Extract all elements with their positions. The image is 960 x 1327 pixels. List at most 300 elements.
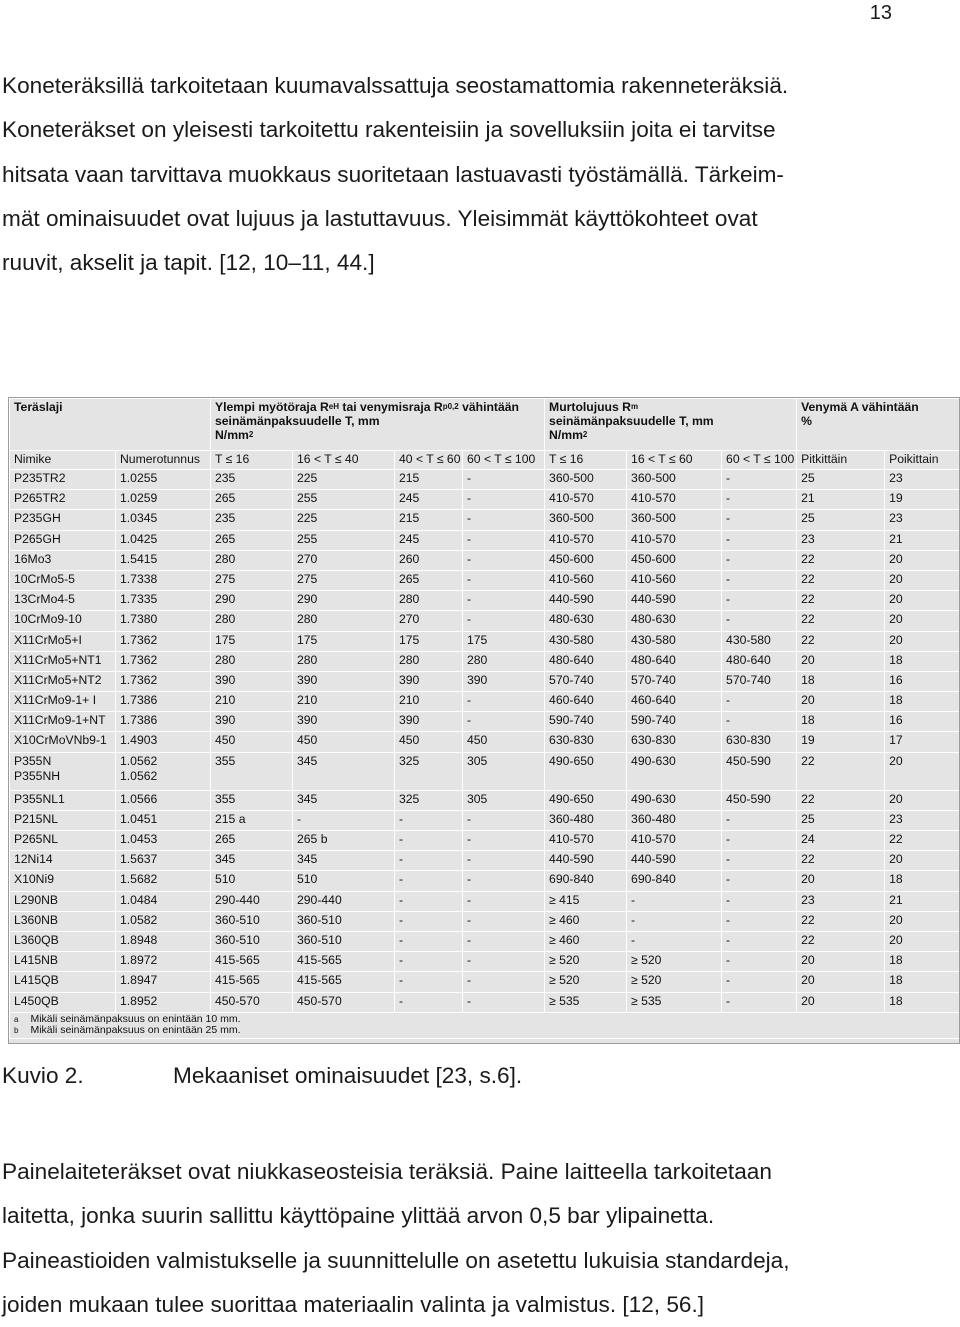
table-cell: - [463, 810, 545, 830]
table-cell: 21 [797, 490, 885, 510]
table-cell: 390 [293, 712, 395, 732]
table-cell: 450-600 [545, 550, 627, 570]
table-cell: 18 [885, 992, 960, 1012]
table-cell: 280 [293, 611, 395, 631]
table-cell: 630-830 [545, 732, 627, 752]
table-cell: 570-740 [722, 671, 797, 691]
table-cell: 175 [293, 631, 395, 651]
table-row [10, 651, 960, 671]
table-cell: 1.0562 1.0562 [116, 752, 211, 790]
table-cell: 410-560 [627, 570, 722, 590]
column-header: Poikittain [885, 451, 960, 470]
table-cell: 480-640 [627, 651, 722, 671]
table-cell: P235GH [10, 510, 116, 530]
table-cell: 265 b [293, 831, 395, 851]
table-cell: - [722, 952, 797, 972]
table-row [10, 810, 960, 830]
table-cell: 1.0451 [116, 810, 211, 830]
table-row [10, 992, 960, 1012]
table-cell: 345 [293, 752, 395, 790]
table-cell: 265 [211, 831, 293, 851]
table-cell: 20 [885, 570, 960, 590]
table-cell: 590-740 [627, 712, 722, 732]
footnotes [10, 1012, 960, 1038]
table-cell: 20 [885, 631, 960, 651]
table-cell: - [463, 470, 545, 490]
table-cell: 1.0259 [116, 490, 211, 510]
table-cell: 175 [463, 631, 545, 651]
table-cell: - [627, 931, 722, 951]
table-cell: 1.5682 [116, 871, 211, 891]
table-cell: 450-590 [722, 752, 797, 790]
table-cell: 225 [293, 470, 395, 490]
table-cell: - [722, 611, 797, 631]
table-cell: 1.8972 [116, 952, 211, 972]
table-cell: 22 [797, 631, 885, 651]
table-cell: 215 [395, 510, 463, 530]
table-cell: - [463, 871, 545, 891]
table-cell: 1.7362 [116, 671, 211, 691]
table-cell: 630-830 [722, 732, 797, 752]
table-cell: 23 [885, 470, 960, 490]
table-cell: 210 [211, 692, 293, 712]
table-cell: 345 [211, 851, 293, 871]
column-header: T ≤ 16 [545, 451, 627, 470]
table-cell: - [722, 810, 797, 830]
table-cell: 215 [395, 470, 463, 490]
table-cell: X11CrMo5+I [10, 631, 116, 651]
table-cell: 360-500 [627, 510, 722, 530]
table-cell: 265 [211, 530, 293, 550]
table-cell: 510 [293, 871, 395, 891]
table-cell: 225 [293, 510, 395, 530]
table-cell: L360NB [10, 911, 116, 931]
table-cell: - [722, 510, 797, 530]
table-cell: 1.8948 [116, 931, 211, 951]
table-cell: 215 a [211, 810, 293, 830]
table-cell: 450 [293, 732, 395, 752]
mechanical-properties-figure [8, 397, 960, 1044]
table-cell: 22 [797, 570, 885, 590]
table-row [10, 530, 960, 550]
table-cell: L290NB [10, 891, 116, 911]
table-cell: - [395, 972, 463, 992]
table-cell: L415NB [10, 952, 116, 972]
table-cell: 410-570 [627, 831, 722, 851]
table-cell: 360-500 [545, 470, 627, 490]
table-cell: 360-500 [545, 510, 627, 530]
table-cell: 25 [797, 510, 885, 530]
table-cell: 22 [885, 831, 960, 851]
table-cell: - [722, 570, 797, 590]
table-cell: 410-570 [545, 490, 627, 510]
table-cell: 23 [885, 810, 960, 830]
table-cell: 20 [797, 992, 885, 1012]
table-cell: 510 [211, 871, 293, 891]
table-cell: X10CrMoVNb9-1 [10, 732, 116, 752]
yield-strength-header: Ylempi myötöraja $R^{eH}$ tai venymisraja $R^{p0,2}$ vähintään seinämänpaksuudelle T, mm $N/mm^2$ [211, 399, 545, 451]
table-cell: 22 [797, 752, 885, 790]
table-cell: 355 [211, 790, 293, 810]
table-cell: 1.0582 [116, 911, 211, 931]
table-cell: 290 [293, 591, 395, 611]
table-cell: 275 [293, 570, 395, 590]
intro-line: Koneteräkset on yleisesti tarkoitettu rakenteisiin ja sovelluksiin joita ei tarvitse [2, 117, 776, 143]
table-cell: 18 [885, 871, 960, 891]
table-cell: 18 [885, 651, 960, 671]
table-cell: X11CrMo5+NT1 [10, 651, 116, 671]
table-cell: - [722, 851, 797, 871]
table-cell: 360-480 [545, 810, 627, 830]
table-cell: 410-570 [627, 490, 722, 510]
table-cell: 390 [211, 712, 293, 732]
table-cell: 1.7362 [116, 651, 211, 671]
table-cell: 390 [211, 671, 293, 691]
table-group-header-row [10, 399, 960, 451]
table-cell: - [463, 510, 545, 530]
table-cell: 20 [885, 550, 960, 570]
column-header: 60 < T ≤ 100 [463, 451, 545, 470]
table-cell: 16 [885, 712, 960, 732]
footnote-text: Mikäli seinämänpaksuus on enintään 10 mm. [30, 1012, 241, 1025]
table-cell: - [395, 831, 463, 851]
table-cell: 410-570 [545, 831, 627, 851]
mechanical-properties-table [9, 398, 960, 1039]
table-row [10, 831, 960, 851]
table-cell: 275 [211, 570, 293, 590]
table-cell: 10CrMo5-5 [10, 570, 116, 590]
table-cell: 18 [885, 972, 960, 992]
table-cell: 345 [293, 851, 395, 871]
table-cell: 1.0484 [116, 891, 211, 911]
table-cell: 21 [885, 530, 960, 550]
table-cell: 450-570 [293, 992, 395, 1012]
table-cell: 12Ni14 [10, 851, 116, 871]
table-row [10, 952, 960, 972]
table-cell: P265NL [10, 831, 116, 851]
outro-line: Painelaiteteräkset ovat niukkaseosteisia teräksiä. Paine laitteella tarkoitetaan [2, 1159, 772, 1184]
table-cell: - [722, 712, 797, 732]
table-cell: 20 [797, 972, 885, 992]
table-cell: 1.7380 [116, 611, 211, 631]
table-cell: 570-740 [627, 671, 722, 691]
table-cell: 17 [885, 732, 960, 752]
table-cell: 390 [463, 671, 545, 691]
table-cell: 360-510 [293, 911, 395, 931]
table-cell: 16Mo3 [10, 550, 116, 570]
table-cell: 280 [211, 651, 293, 671]
table-cell: 19 [885, 490, 960, 510]
table-cell: 265 [395, 570, 463, 590]
table-row [10, 972, 960, 992]
outro-paragraph [2, 1150, 894, 1327]
table-row [10, 732, 960, 752]
table-cell: - [395, 891, 463, 911]
table-cell: P215NL [10, 810, 116, 830]
table-cell: 18 [885, 692, 960, 712]
table-cell: 360-510 [293, 931, 395, 951]
table-cell: 390 [395, 671, 463, 691]
table-cell: 22 [797, 851, 885, 871]
table-cell: ≥ 460 [545, 931, 627, 951]
table-cell: 360-480 [627, 810, 722, 830]
table-cell: 290-440 [211, 891, 293, 911]
column-header: 16 < T ≤ 40 [293, 451, 395, 470]
table-cell: - [463, 911, 545, 931]
table-cell: 305 [463, 790, 545, 810]
table-cell: 1.7386 [116, 692, 211, 712]
table-cell: - [463, 831, 545, 851]
footnote [14, 1025, 955, 1036]
table-cell: - [722, 530, 797, 550]
table-cell: ≥ 535 [627, 992, 722, 1012]
intro-line: Koneteräksillä tarkoitetaan kuumavalssattuja seostamattomia rakenneteräksiä. [2, 73, 789, 98]
table-cell: ≥ 520 [627, 952, 722, 972]
table-cell: - [463, 931, 545, 951]
table-cell: 22 [797, 790, 885, 810]
table-cell: ≥ 415 [545, 891, 627, 911]
table-cell: 22 [797, 591, 885, 611]
table-cell: 20 [885, 851, 960, 871]
table-cell: 480-630 [545, 611, 627, 631]
table-cell: 355 [211, 752, 293, 790]
table-cell: - [722, 931, 797, 951]
table-cell: 440-590 [627, 851, 722, 871]
table-cell: - [463, 992, 545, 1012]
table-cell: 280 [211, 611, 293, 631]
table-cell: - [463, 550, 545, 570]
table-cell: L450QB [10, 992, 116, 1012]
intro-line: hitsata vaan tarvittava muokkaus suoritetaan lastuavasti työstämällä. Tärkeim- [2, 161, 784, 187]
table-cell: - [722, 992, 797, 1012]
table-cell: 410-570 [545, 530, 627, 550]
table-cell: X10Ni9 [10, 871, 116, 891]
table-cell: 490-630 [627, 790, 722, 810]
table-cell: 360-510 [211, 931, 293, 951]
table-cell: - [395, 931, 463, 951]
table-cell: 280 [395, 591, 463, 611]
table-cell: 20 [885, 931, 960, 951]
table-cell: - [463, 692, 545, 712]
table-cell: - [463, 570, 545, 590]
table-cell: - [395, 810, 463, 830]
table-cell: 13CrMo4-5 [10, 591, 116, 611]
table-column-header-row [10, 451, 960, 470]
table-cell: 18 [797, 671, 885, 691]
table-cell: - [463, 591, 545, 611]
figure-caption [2, 1063, 522, 1089]
table-cell: - [463, 611, 545, 631]
table-cell: X11CrMo5+NT2 [10, 671, 116, 691]
intro-line: ruuvit, akselit ja tapit. [12, 10–11, 44.] [2, 250, 375, 276]
table-cell: 20 [797, 871, 885, 891]
table-row [10, 611, 960, 631]
table-cell: 22 [797, 931, 885, 951]
table-cell: 280 [211, 550, 293, 570]
table-cell: 175 [211, 631, 293, 651]
table-cell: 480-630 [627, 611, 722, 631]
outro-line: joiden mukaan tulee suorittaa materiaalin valinta ja valmistus. [12, 56.] [2, 1291, 705, 1317]
table-cell: 210 [293, 692, 395, 712]
table-cell: 235 [211, 510, 293, 530]
table-cell: 490-650 [545, 752, 627, 790]
table-cell: - [395, 911, 463, 931]
table-cell: 270 [395, 611, 463, 631]
table-cell: 10CrMo9-10 [10, 611, 116, 631]
table-row [10, 470, 960, 490]
intro-paragraph [2, 64, 894, 285]
table-cell: 1.8947 [116, 972, 211, 992]
table-row [10, 631, 960, 651]
table-cell: 24 [797, 831, 885, 851]
table-row [10, 911, 960, 931]
table-cell: 20 [797, 952, 885, 972]
table-cell: - [627, 911, 722, 931]
tensile-strength-header: Murtolujuus $R^m$ seinämänpaksuudelle T, mm $N/mm^2$ [545, 399, 797, 451]
table-cell: 270 [293, 550, 395, 570]
table-cell: L360QB [10, 931, 116, 951]
table-cell: 440-590 [545, 851, 627, 871]
table-cell: 415-565 [211, 952, 293, 972]
table-cell: 245 [395, 530, 463, 550]
table-cell: 450-570 [211, 992, 293, 1012]
column-header: Pitkittäin [797, 451, 885, 470]
table-cell: 1.0425 [116, 530, 211, 550]
table-cell: 290 [211, 591, 293, 611]
table-cell: - [463, 891, 545, 911]
table-cell: 410-570 [627, 530, 722, 550]
table-cell: 1.5415 [116, 550, 211, 570]
table-row [10, 712, 960, 732]
table-cell: 22 [797, 611, 885, 631]
caption-text: Mekaaniset ominaisuudet [23, s.6]. [173, 1063, 523, 1088]
table-cell: 1.5637 [116, 851, 211, 871]
table-cell: 590-740 [545, 712, 627, 732]
table-cell: - [722, 692, 797, 712]
table-row [10, 570, 960, 590]
table-cell: 23 [797, 530, 885, 550]
table-cell: P265TR2 [10, 490, 116, 510]
table-cell: 570-740 [545, 671, 627, 691]
table-row [10, 550, 960, 570]
table-cell: 22 [797, 911, 885, 931]
table-cell: - [722, 591, 797, 611]
table-row [10, 591, 960, 611]
table-cell: 630-830 [627, 732, 722, 752]
table-cell: 1.4903 [116, 732, 211, 752]
table-cell: 265 [211, 490, 293, 510]
table-cell: - [463, 490, 545, 510]
table-cell: 280 [293, 651, 395, 671]
table-cell: 20 [885, 752, 960, 790]
footnote-mark: a [14, 1014, 19, 1024]
table-cell: 430-580 [722, 631, 797, 651]
table-cell: 18 [797, 712, 885, 732]
table-cell: 1.0566 [116, 790, 211, 810]
table-cell: 280 [463, 651, 545, 671]
table-cell: 175 [395, 631, 463, 651]
steel-grade-header: Teräslaji [10, 399, 211, 451]
table-cell: 22 [797, 550, 885, 570]
table-cell: 290-440 [293, 891, 395, 911]
footnote-mark: b [14, 1025, 19, 1035]
table-cell: 360-500 [627, 470, 722, 490]
table-cell: ≥ 460 [545, 911, 627, 931]
table-cell: 305 [463, 752, 545, 790]
table-cell: 450 [463, 732, 545, 752]
table-cell: 325 [395, 790, 463, 810]
table-cell: 20 [885, 790, 960, 810]
table-row [10, 891, 960, 911]
table-cell: - [293, 810, 395, 830]
table-cell: P355NL1 [10, 790, 116, 810]
table-cell: 430-580 [627, 631, 722, 651]
intro-line: mät ominaisuudet ovat lujuus ja lastuttavuus. Yleisimmät käyttökohteet ovat [2, 205, 758, 231]
column-header: T ≤ 16 [211, 451, 293, 470]
table-cell: - [722, 911, 797, 931]
table-cell: - [627, 891, 722, 911]
table-cell: 1.7362 [116, 631, 211, 651]
table-row [10, 752, 960, 790]
table-cell: 440-590 [545, 591, 627, 611]
table-cell: 450 [395, 732, 463, 752]
table-cell: - [722, 831, 797, 851]
table-cell: 415-565 [293, 972, 395, 992]
outro-line: laitetta, jonka suurin sallittu käyttöpaine ylittää arvon 0,5 bar ylipainetta. [2, 1203, 715, 1229]
table-cell: ≥ 535 [545, 992, 627, 1012]
table-row [10, 931, 960, 951]
table-cell: 260 [395, 550, 463, 570]
table-row [10, 692, 960, 712]
table-cell: 450 [211, 732, 293, 752]
table-cell: 410-560 [545, 570, 627, 590]
table-cell: - [722, 490, 797, 510]
column-header: 60 < T ≤ 100 [722, 451, 797, 470]
table-cell: - [722, 891, 797, 911]
table-cell: 1.0453 [116, 831, 211, 851]
table-row [10, 790, 960, 810]
table-cell: 460-640 [545, 692, 627, 712]
table-cell: - [722, 972, 797, 992]
footnotes-row [10, 1012, 960, 1038]
table-cell: 415-565 [293, 952, 395, 972]
table-row [10, 490, 960, 510]
column-header: 40 < T ≤ 60 [395, 451, 463, 470]
table-cell: 480-640 [545, 651, 627, 671]
table-cell: 460-640 [627, 692, 722, 712]
table-cell: - [395, 871, 463, 891]
table-cell: P355N P355NH [10, 752, 116, 790]
table-cell: ≥ 520 [545, 952, 627, 972]
table-cell: - [722, 470, 797, 490]
table-cell: - [722, 550, 797, 570]
table-cell: 1.7386 [116, 712, 211, 732]
table-cell: - [395, 952, 463, 972]
table-cell: P235TR2 [10, 470, 116, 490]
table-cell: 18 [885, 952, 960, 972]
page-number: 13 [869, 2, 892, 24]
table-cell: 235 [211, 470, 293, 490]
table-cell: 390 [293, 671, 395, 691]
table-cell: 25 [797, 470, 885, 490]
table-cell: 280 [395, 651, 463, 671]
table-cell: - [463, 851, 545, 871]
table-row [10, 671, 960, 691]
table-cell: 255 [293, 490, 395, 510]
table-cell: 360-510 [211, 911, 293, 931]
table-cell: 690-840 [627, 871, 722, 891]
table-row [10, 510, 960, 530]
